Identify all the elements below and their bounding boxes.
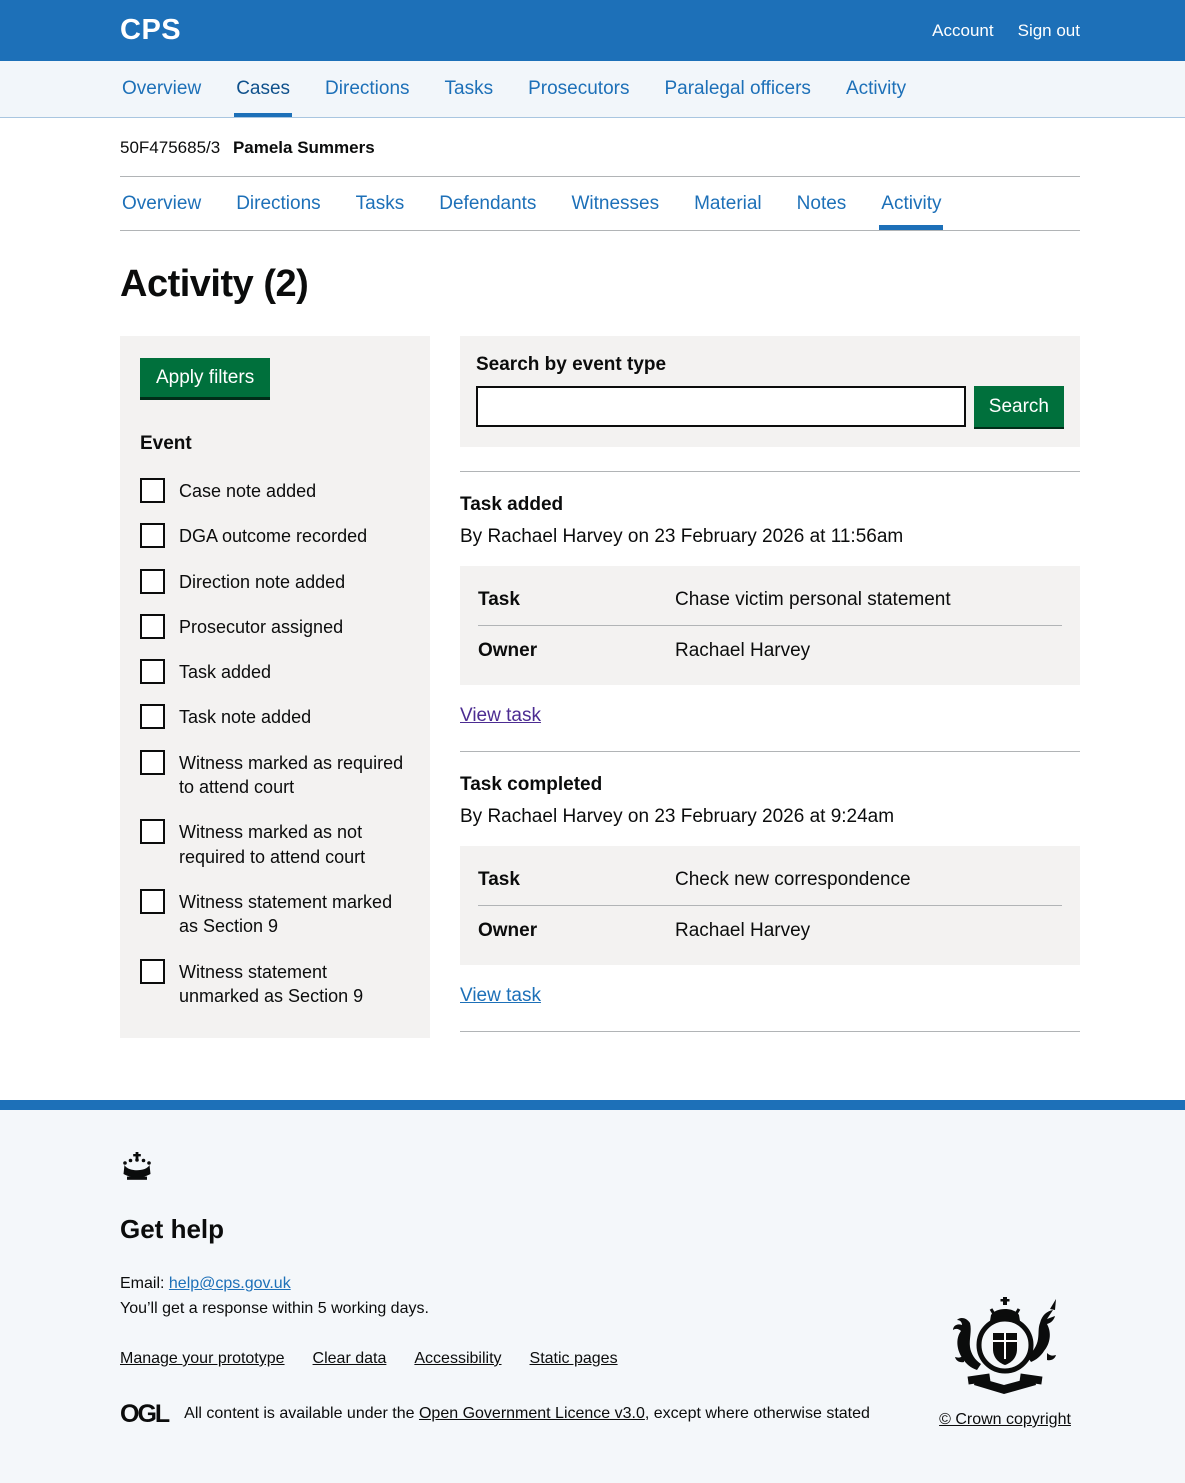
- checkbox-label: Case note added: [179, 481, 317, 501]
- row-value: Rachael Harvey: [675, 920, 811, 941]
- table-row: [478, 906, 1062, 957]
- filter-statement-unmarked-section9[interactable]: [140, 958, 410, 1009]
- event-byline: By Rachael Harvey on 23 February 2026 at 9:24am: [460, 806, 895, 827]
- row-label: Task: [478, 855, 675, 906]
- ogl-logo: OGL: [120, 1399, 169, 1428]
- page-title: Activity (2): [120, 263, 309, 305]
- filter-statement-marked-section9[interactable]: [140, 888, 410, 939]
- crown-icon: [120, 1152, 930, 1182]
- filter-direction-note-added[interactable]: [140, 568, 410, 594]
- checkbox-icon[interactable]: [140, 819, 165, 844]
- event-details-table: [460, 846, 1080, 965]
- checkbox-label: Direction note added: [179, 571, 346, 592]
- checkbox-icon[interactable]: [140, 523, 165, 548]
- checkbox-icon[interactable]: [140, 750, 165, 775]
- case-nav-notes[interactable]: Notes: [796, 193, 847, 214]
- nav-tasks[interactable]: Tasks: [444, 78, 494, 99]
- case-nav-activity[interactable]: Activity: [879, 177, 943, 230]
- event-filter-legend: Event: [140, 433, 192, 454]
- filter-task-added[interactable]: [140, 658, 410, 684]
- event-task-added: [460, 494, 1080, 727]
- apply-filters-button[interactable]: Apply filters: [140, 358, 270, 397]
- cps-logo: CPS: [120, 14, 182, 46]
- filter-witness-required-court[interactable]: [140, 749, 410, 800]
- help-email-link[interactable]: help@cps.gov.uk: [168, 1275, 291, 1293]
- footer: [0, 1100, 1185, 1483]
- row-label: Task: [478, 575, 675, 626]
- manage-prototype-link[interactable]: Manage your prototype: [120, 1349, 285, 1367]
- view-task-link[interactable]: View task: [460, 985, 541, 1006]
- checkbox-label: Witness marked as not required to attend court: [179, 822, 366, 867]
- crown-copyright-link[interactable]: © Crown copyright: [939, 1410, 1071, 1428]
- table-row: [478, 575, 1062, 626]
- case-nav-witnesses[interactable]: Witnesses: [571, 193, 660, 214]
- nav-paralegal-officers[interactable]: Paralegal officers: [664, 78, 811, 99]
- checkbox-icon[interactable]: [140, 659, 165, 684]
- checkbox-label: Witness statement unmarked as Section 9: [179, 961, 364, 1006]
- case-nav-directions[interactable]: Directions: [236, 193, 321, 214]
- row-value: Chase victim personal statement: [675, 575, 1062, 626]
- response-time-text: You’ll get a response within 5 working days.: [120, 1299, 429, 1317]
- filters-panel: [120, 336, 430, 1038]
- search-button[interactable]: Search: [974, 386, 1064, 427]
- account-link[interactable]: Account: [932, 20, 994, 40]
- checkbox-icon[interactable]: [140, 704, 165, 729]
- checkbox-icon[interactable]: [140, 889, 165, 914]
- divider: [460, 471, 1080, 472]
- table-row: [478, 626, 1062, 677]
- nav-overview[interactable]: Overview: [122, 78, 202, 99]
- checkbox-icon[interactable]: [140, 614, 165, 639]
- row-value: Rachael Harvey: [675, 640, 811, 661]
- nav-prosecutors[interactable]: Prosecutors: [528, 78, 630, 99]
- filter-prosecutor-assigned[interactable]: [140, 613, 410, 639]
- row-label: Owner: [478, 640, 538, 661]
- open-government-licence-link[interactable]: Open Government Licence v3.0: [418, 1405, 645, 1423]
- licence-text: [184, 1405, 870, 1423]
- checkbox-label: Witness statement marked as Section 9: [179, 891, 393, 937]
- search-label: Search by event type: [476, 354, 667, 375]
- header-account-nav: [932, 21, 1080, 41]
- row-value: Check new correspondence: [675, 855, 1062, 906]
- checkbox-label: Prosecutor assigned: [179, 616, 344, 637]
- activity-list: [460, 336, 1080, 1032]
- filter-witness-not-required-court[interactable]: [140, 818, 410, 869]
- divider: [460, 751, 1080, 752]
- footer-links: [120, 1350, 930, 1368]
- divider: [460, 1031, 1080, 1032]
- primary-nav: [0, 61, 1185, 118]
- nav-cases[interactable]: Cases: [234, 61, 292, 117]
- filter-task-note-added[interactable]: [140, 703, 410, 729]
- licence-prefix: All content is available under the: [184, 1405, 419, 1423]
- filter-case-note-added[interactable]: [140, 477, 410, 503]
- licence-suffix: , except where otherwise stated: [644, 1405, 870, 1423]
- view-task-link[interactable]: View task: [460, 705, 541, 726]
- checkbox-icon[interactable]: [140, 569, 165, 594]
- checkbox-label: Task note added: [179, 707, 312, 728]
- event-title: Task completed: [460, 774, 603, 795]
- clear-data-link[interactable]: Clear data: [312, 1349, 387, 1367]
- accessibility-link[interactable]: Accessibility: [414, 1349, 502, 1367]
- case-reference: 50F475685/3: [120, 138, 221, 157]
- nav-directions[interactable]: Directions: [325, 78, 410, 99]
- checkbox-label: Witness marked as required to attend court: [179, 752, 404, 798]
- case-nav-defendants[interactable]: Defendants: [439, 193, 537, 214]
- case-nav-tasks[interactable]: Tasks: [355, 193, 405, 214]
- nav-activity[interactable]: Activity: [845, 78, 907, 99]
- checkbox-icon[interactable]: [140, 959, 165, 984]
- event-title: Task added: [460, 494, 564, 515]
- event-byline: By Rachael Harvey on 23 February 2026 at 11:56am: [460, 526, 904, 547]
- email-label: Email:: [120, 1275, 169, 1293]
- checkbox-label: Task added: [179, 662, 272, 683]
- row-label: Owner: [478, 920, 538, 941]
- event-task-completed: [460, 774, 1080, 1007]
- checkbox-label: DGA outcome recorded: [179, 526, 368, 547]
- app-header: [0, 0, 1185, 61]
- filter-dga-outcome-recorded[interactable]: [140, 522, 410, 548]
- case-header: [120, 118, 1080, 177]
- table-row: [478, 855, 1062, 906]
- case-defendant-name: Pamela Summers: [232, 138, 375, 157]
- case-nav-overview[interactable]: Overview: [122, 193, 202, 214]
- event-details-table: [460, 566, 1080, 685]
- royal-coat-of-arms: [946, 1293, 1064, 1397]
- case-nav-material[interactable]: Material: [694, 193, 762, 214]
- checkbox-icon[interactable]: [140, 478, 165, 503]
- static-pages-link[interactable]: Static pages: [529, 1349, 618, 1367]
- event-type-search-input[interactable]: [476, 386, 966, 427]
- search-panel: [460, 336, 1080, 447]
- sign-out-link[interactable]: Sign out: [1017, 20, 1080, 40]
- get-help-heading: Get help: [120, 1214, 225, 1245]
- case-nav: [120, 177, 1080, 231]
- main-content: [120, 263, 1080, 1038]
